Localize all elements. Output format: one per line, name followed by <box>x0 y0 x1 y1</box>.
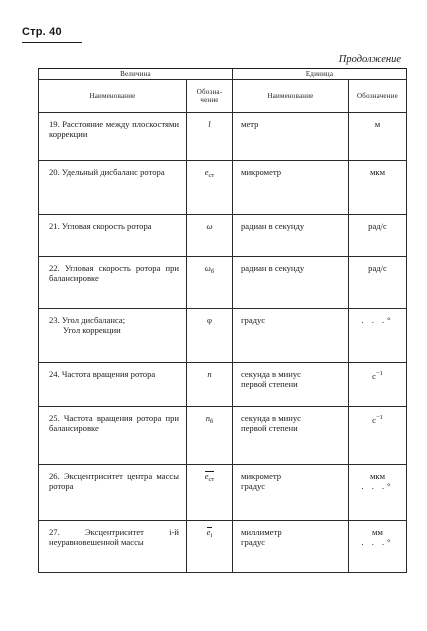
row-symbol <box>187 465 233 521</box>
col-unit-name-header: Наименование <box>233 80 349 113</box>
row-name: 25. Частота вращения ротора при балансировке <box>39 407 187 465</box>
row-unit: радиан в секунду <box>233 257 349 309</box>
row-unit: метр <box>233 113 349 161</box>
page-number-rule <box>22 42 82 43</box>
col-symbol-header-line2: чение <box>200 96 219 104</box>
row-name: 26. Эксцентриситет центра массы ротора <box>39 465 187 521</box>
table-row <box>39 407 407 465</box>
table-row <box>39 257 407 309</box>
row-unit-symbol: м <box>349 113 407 161</box>
continued-label: Продолжение <box>338 54 401 65</box>
row-symbol: $e_{ст}$ <box>187 161 233 215</box>
row-unit: микрометр градус <box>233 465 349 521</box>
table-row <box>39 521 407 573</box>
row-unit-symbol: рад/с <box>349 215 407 257</box>
row-name: 21. Угловая скорость ротора <box>39 215 187 257</box>
col-symbol-header <box>187 80 233 113</box>
row-unit: миллиметр градус <box>233 521 349 573</box>
row-symbol: $\omega_б$ <box>187 257 233 309</box>
group-quantity-header: Величина <box>39 69 233 80</box>
vector-symbol: $e_i$ <box>206 527 213 539</box>
table-row <box>39 309 407 363</box>
row-unit-symbol: $с^{-1}$ <box>349 363 407 407</box>
row-name: 24. Частота вращения ротора <box>39 363 187 407</box>
row-symbol <box>187 521 233 573</box>
row-unit-symbol: мкм <box>349 161 407 215</box>
page-number: Стр. 40 <box>22 26 62 38</box>
units-table <box>38 68 407 573</box>
row-name: 20. Удельный дисбаланс ротора <box>39 161 187 215</box>
row-unit-symbol: мм . . .° <box>349 521 407 573</box>
row-name: 22. Угловая скорость ротора при балансировке <box>39 257 187 309</box>
table-row <box>39 113 407 161</box>
row-unit-symbol: мкм . . .° <box>349 465 407 521</box>
row-name: 19. Расстояние между плоскостями коррекции <box>39 113 187 161</box>
group-header-row <box>39 69 407 80</box>
row-name: 23. Угол дисбаланса; Угол коррекции <box>39 309 187 363</box>
row-unit: секунда в минус первой степени <box>233 363 349 407</box>
row-unit: радиан в секунду <box>233 215 349 257</box>
col-name-header: Наименование <box>39 80 187 113</box>
row-unit: градус <box>233 309 349 363</box>
row-symbol: ω <box>187 215 233 257</box>
row-symbol: φ <box>187 309 233 363</box>
table-row <box>39 363 407 407</box>
table-row <box>39 465 407 521</box>
row-unit: секунда в минус первой степени <box>233 407 349 465</box>
vector-symbol: $e_{ст}$ <box>204 471 215 483</box>
table-row <box>39 215 407 257</box>
column-header-row <box>39 80 407 113</box>
row-unit-symbol: . . .° <box>349 309 407 363</box>
row-name: 27. Эксцентриситет i-й неуравновешенной массы <box>39 521 187 573</box>
col-unit-symbol-header: Обозначение <box>349 80 407 113</box>
row-unit-symbol: рад/с <box>349 257 407 309</box>
row-symbol: n <box>187 363 233 407</box>
row-symbol: $n_б$ <box>187 407 233 465</box>
col-symbol-header-line1: Обозна- <box>196 88 223 96</box>
row-unit-symbol: $с^{-1}$ <box>349 407 407 465</box>
row-symbol: l <box>187 113 233 161</box>
table-row <box>39 161 407 215</box>
group-unit-header: Единица <box>233 69 407 80</box>
row-unit: микрометр <box>233 161 349 215</box>
